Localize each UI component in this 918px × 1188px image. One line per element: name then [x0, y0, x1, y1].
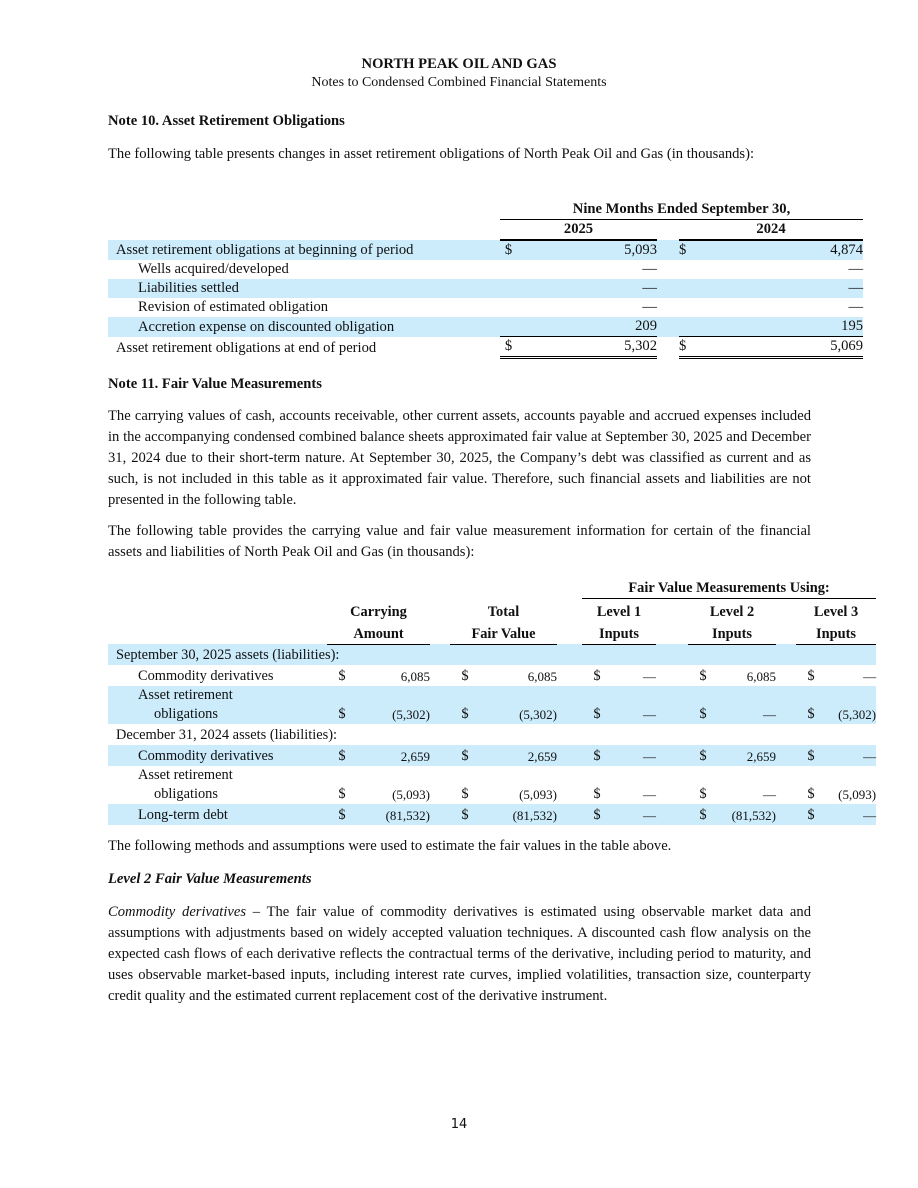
- section-header-row: December 31, 2024 assets (liabilities):: [116, 727, 337, 743]
- paragraph-text: – The fair value of commodity derivatives is estimated using observable market data and assumptions with adjustments based on widely accepted valuation techniques. A discounted cash flow analysis on the expected cash flows of each derivative reflects the contractual terms of the derivative, including period to maturity, and uses observable market-based inputs, including interest rate curves, implied volatilities, transaction size, counterparty credit quality and the estimated current replacement cost of the derivative instrument.: [108, 904, 811, 1004]
- table-row: Accretion expense on discounted obligation 209 195: [108, 317, 863, 337]
- note11-para1: The carrying values of cash, accounts receivable, other current assets, accounts payable and accrued expenses included in the accompanying condensed combined balance sheets approximated fair value at September 30, 2025 and December 31, 2024 due to their short-term nature. At September 30, 2025, the Company’s debt was classified as current and as such, is not included in this table as it approximated fair value. Therefore, such financial assets and liabilities are not presented in the following table.: [108, 408, 811, 508]
- section-header-row: September 30, 2025 assets (liabilities):: [108, 644, 876, 665]
- note10-intro: The following table presents changes in asset retirement obligations of North Peak Oil and Gas (in thousands):: [108, 146, 755, 162]
- paragraph-lead: Commodity derivatives: [108, 904, 247, 920]
- table-row: Asset retirement obligations $ (5,302) $ (5,302) $ — $ — $ (5,302): [108, 686, 876, 724]
- table-row: Asset retirement obligations at beginning of period $ 5,093 $ 4,874: [108, 240, 863, 260]
- aro-table: [108, 200, 863, 359]
- table-row: Revision of estimated obligation — —: [138, 299, 864, 315]
- table-row: Asset retirement obligations $ (5,093) $ (5,093) $ — $ — $ (5,093): [138, 767, 877, 802]
- year-2024: 2024: [679, 220, 863, 241]
- level2-title: Level 2 Fair Value Measurements: [108, 871, 312, 887]
- table-row: Long-term debt $ (81,532) $ (81,532) $ — $ (81,532) $ —: [108, 804, 876, 825]
- note11-title: Note 11. Fair Value Measurements: [108, 376, 322, 392]
- table-row: Liabilities settled — —: [108, 279, 863, 298]
- note11-para3: The following methods and assumptions were used to estimate the fair values in the table above.: [108, 838, 672, 854]
- note10-title: Note 10. Asset Retirement Obligations: [108, 113, 345, 129]
- commodity-derivatives-paragraph: [108, 902, 811, 1007]
- page-number: 14: [450, 1117, 468, 1132]
- year-2025: 2025: [500, 220, 657, 241]
- table-row: Wells acquired/developed — —: [138, 261, 864, 277]
- period-header: Nine Months Ended September 30,: [500, 200, 863, 220]
- table-row: Commodity derivatives $ 6,085 $ 6,085 $ — $ 6,085 $ —: [138, 668, 877, 684]
- fair-value-table: Fair Value Measurements Using: Carrying Total Level 1 Level 2 Level 3 Amount Fair Value Inputs Inputs Inputs September 30, 2025 assets (liabilities): Commodity derivatives $ 6,085 $ 6,085 $ — $ 6,085 $ — Asset retirement obligations $ (5,302) $ (5,302) $ — $ — $ (5,302) December 31, 2024 assets (liabilities): Commodity derivatives $ 2,659 $ 2,659 $ — $ 2,659 $ — Asset retirement obligations $ (5,093) $ (5,093) $ — $ — $ (5,093) Long-term debt $ (81,532) $ (81,532) $ — $ (81,532) $ —: [108, 578, 876, 825]
- note11-para2: The following table provides the carrying value and fair value measurement information for certain of the financial assets and liabilities of North Peak Oil and Gas (in thousands):: [108, 523, 811, 560]
- table-row: Asset retirement obligations at end of period $ 5,302 $ 5,069: [116, 338, 864, 356]
- table-row: Commodity derivatives $ 2,659 $ 2,659 $ — $ 2,659 $ —: [108, 745, 876, 766]
- group-header: Fair Value Measurements Using:: [582, 578, 876, 598]
- page-subtitle: Notes to Condensed Combined Financial Statements: [311, 75, 607, 90]
- company-name: NORTH PEAK OIL AND GAS: [361, 56, 557, 72]
